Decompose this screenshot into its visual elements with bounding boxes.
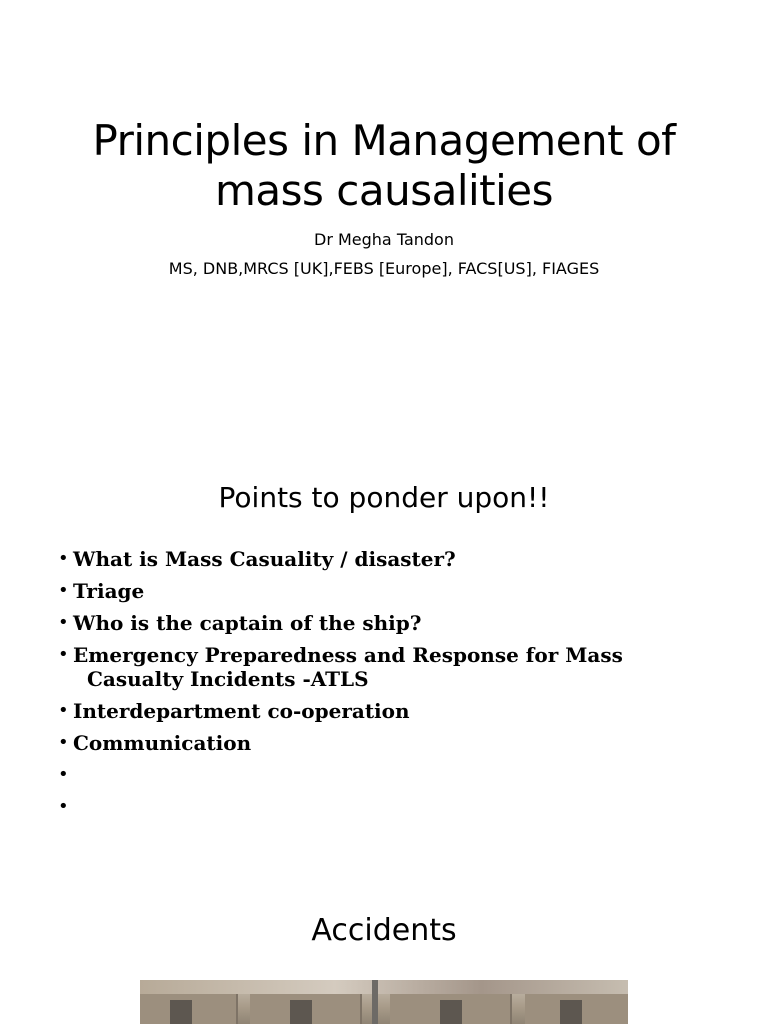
- bullet-item: [58, 643, 698, 691]
- bullet-list: [58, 547, 698, 827]
- slide-points: [0, 440, 768, 880]
- photo-window: [560, 1000, 582, 1024]
- bullet-text: [73, 763, 698, 787]
- bullet-marker: •: [58, 644, 69, 665]
- bullet-text: Interdepartment co-operation: [73, 699, 410, 723]
- bullet-text: Emergency Preparedness and Response for Mass: [73, 643, 623, 667]
- photo-roof-band: [140, 980, 628, 994]
- bullet-item: [58, 699, 698, 723]
- accident-photo: [140, 980, 628, 1024]
- bullet-item: [58, 611, 698, 635]
- photo-window: [440, 1000, 462, 1024]
- slide-accidents: [0, 880, 768, 1024]
- slide-heading: Accidents: [311, 913, 457, 948]
- bullet-marker: •: [58, 548, 69, 569]
- author-name: Dr Megha Tandon: [314, 230, 454, 249]
- bullet-marker: •: [58, 796, 69, 817]
- bullet-item: [58, 795, 698, 819]
- bullet-text: Who is the captain of the ship?: [73, 611, 422, 635]
- bullet-item: [58, 763, 698, 787]
- bullet-marker: •: [58, 764, 69, 785]
- slide-title: [0, 0, 768, 420]
- bullet-marker: •: [58, 732, 69, 753]
- title-line-2: mass causalities: [214, 166, 554, 215]
- bullet-text: What is Mass Casuality / disaster?: [73, 547, 456, 571]
- bullet-item: [58, 579, 698, 603]
- bullet-item: [58, 731, 698, 755]
- photo-window: [170, 1000, 192, 1024]
- bullet-text: [73, 795, 698, 819]
- photo-window: [290, 1000, 312, 1024]
- presentation-title: [0, 116, 768, 216]
- bullet-text: Triage: [73, 579, 145, 603]
- bullet-text-continuation: Casualty Incidents -ATLS: [87, 667, 369, 691]
- bullet-marker: •: [58, 612, 69, 633]
- title-line-1: Principles in Management of: [92, 116, 676, 165]
- bullet-text: Communication: [73, 731, 252, 755]
- author-credentials: MS, DNB,MRCS [UK],FEBS [Europe], FACS[US], FIAGES: [168, 259, 600, 278]
- bullet-marker: •: [58, 700, 69, 721]
- bullet-marker: •: [58, 580, 69, 601]
- photo-pole: [372, 980, 378, 1024]
- bullet-item: [58, 547, 698, 571]
- slide-heading: Points to ponder upon!!: [218, 481, 550, 514]
